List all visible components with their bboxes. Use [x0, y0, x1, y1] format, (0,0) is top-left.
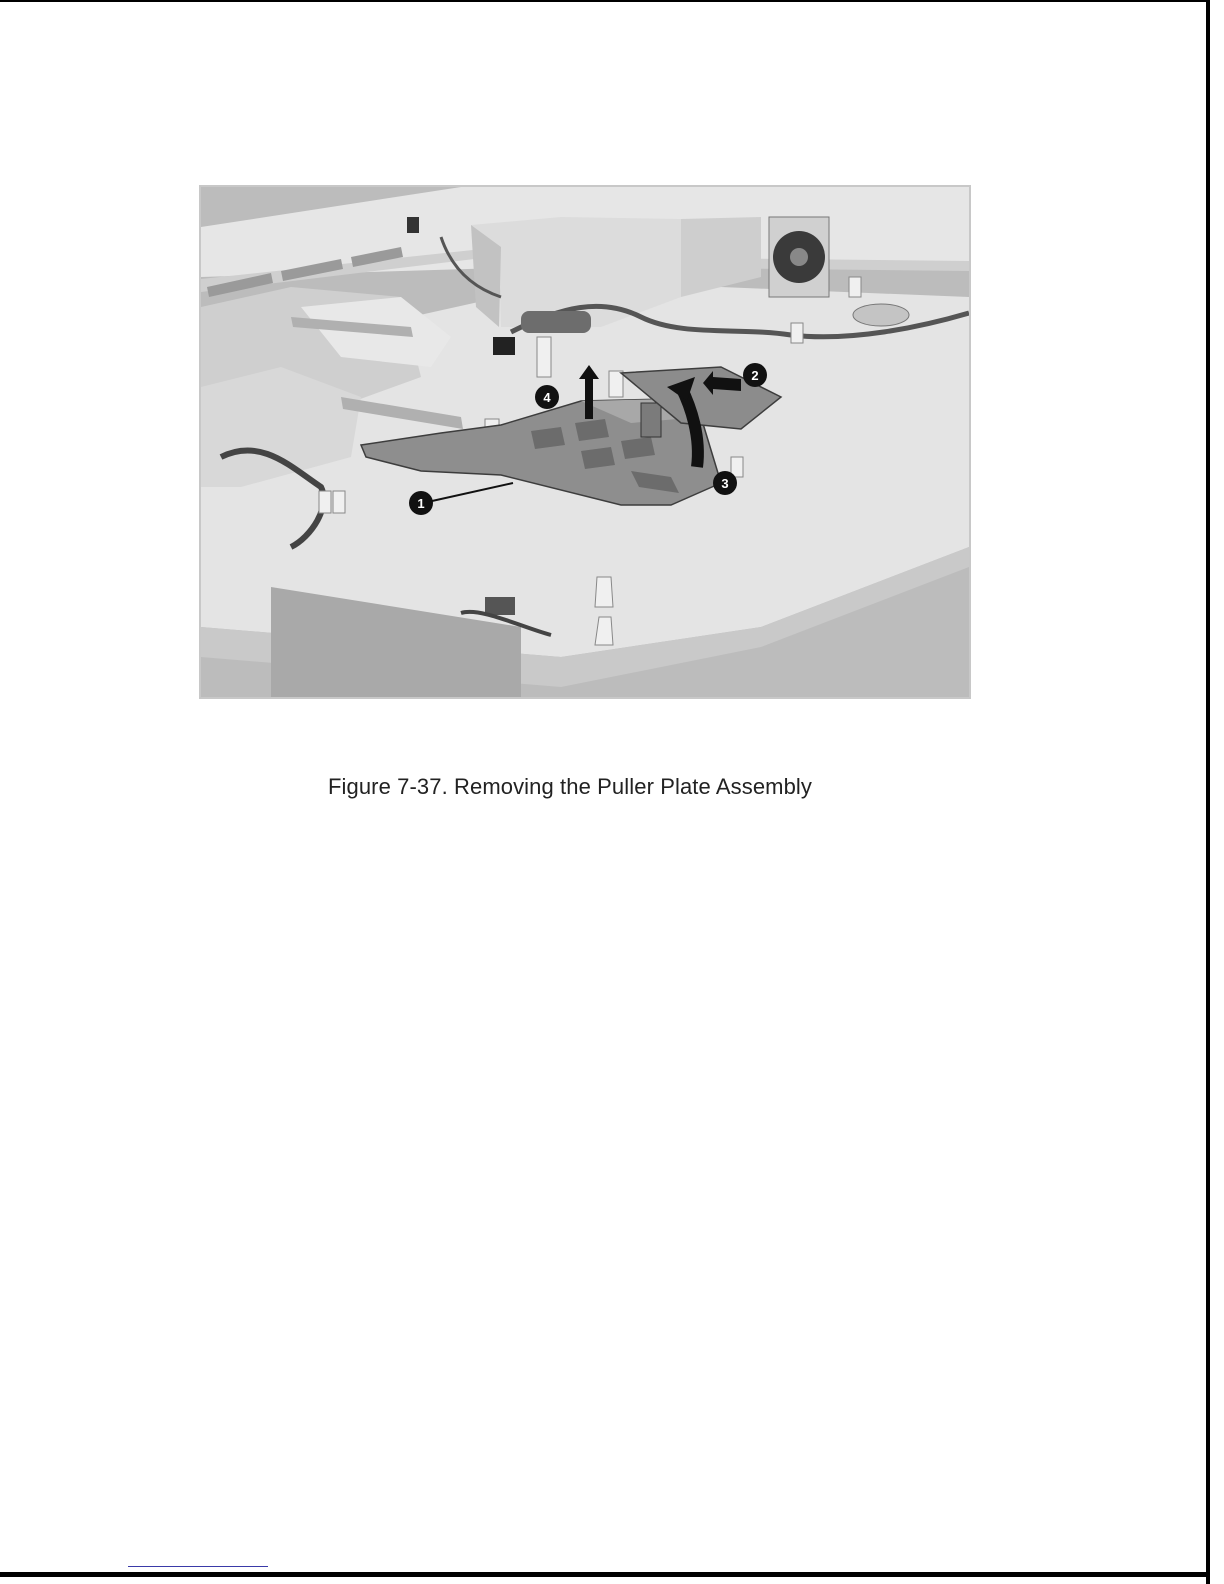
page-right-rule [1206, 0, 1210, 1584]
svg-text:3: 3 [721, 476, 729, 491]
page-top-rule [0, 0, 1210, 2]
callout-2 [743, 363, 767, 387]
callout-4 [535, 385, 559, 409]
svg-text:2: 2 [751, 368, 759, 383]
footer-link-underline[interactable] [128, 1566, 268, 1567]
callout-1 [409, 491, 433, 515]
puller-plate-removal-illustration [201, 187, 969, 697]
figure-caption [0, 774, 1140, 800]
svg-text:1: 1 [417, 496, 425, 511]
svg-text:4: 4 [543, 390, 551, 405]
page-bottom-rule [0, 1572, 1210, 1577]
callout-3 [713, 471, 737, 495]
figure-illustration [199, 185, 971, 699]
figure-caption-text: Figure 7-37. Removing the Puller Plate Assembly [327, 774, 813, 799]
